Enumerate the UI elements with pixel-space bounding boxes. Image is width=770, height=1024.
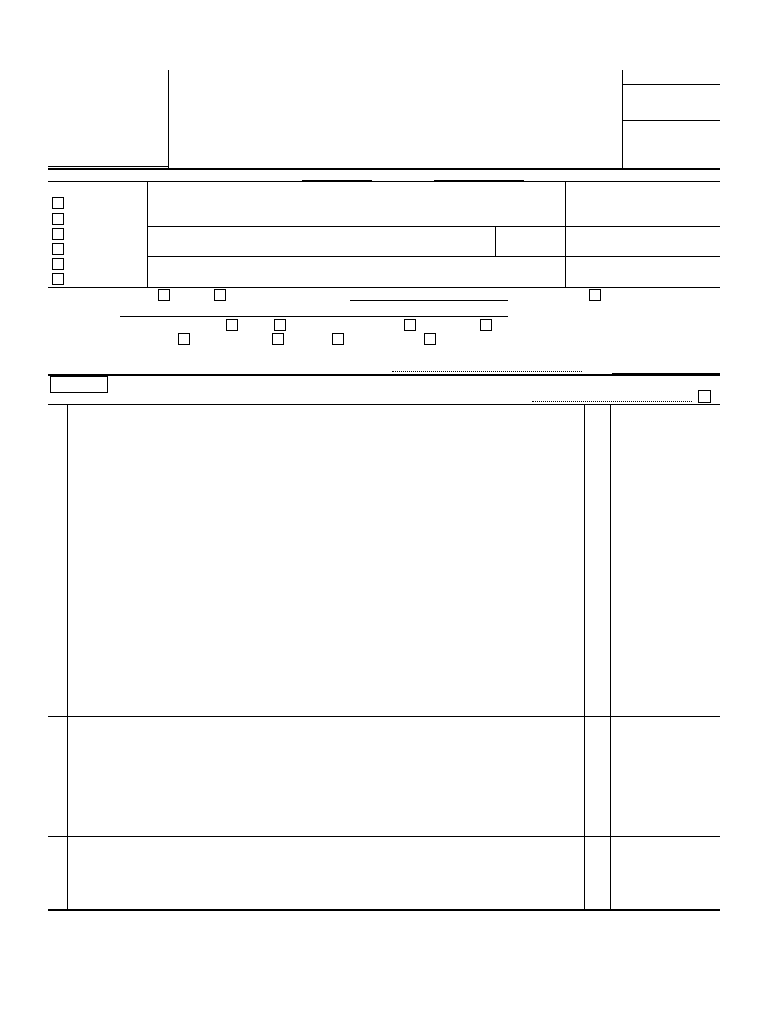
- checkbox-schedule-o[interactable]: [698, 390, 711, 403]
- checkbox-501c3[interactable]: [226, 319, 238, 331]
- checkbox-4947[interactable]: [404, 319, 416, 331]
- checkbox-527[interactable]: [480, 319, 492, 331]
- checkbox-cash[interactable]: [158, 289, 170, 301]
- checkbox-other[interactable]: [424, 333, 436, 345]
- checkbox-501c[interactable]: [274, 319, 286, 331]
- checkbox-corporation[interactable]: [178, 333, 190, 345]
- checkbox-name-change[interactable]: [52, 213, 64, 225]
- checkbox-accrual[interactable]: [214, 289, 226, 301]
- checkbox-application-pending[interactable]: [52, 273, 64, 285]
- part1-tag: [50, 376, 108, 393]
- checkbox-schedule-b[interactable]: [589, 289, 601, 301]
- checkbox-address-change[interactable]: [52, 197, 64, 209]
- checkbox-final-return[interactable]: [52, 243, 64, 255]
- checkbox-amended-return[interactable]: [52, 258, 64, 270]
- checkbox-trust[interactable]: [272, 333, 284, 345]
- checkbox-initial-return[interactable]: [52, 228, 64, 240]
- checkbox-association[interactable]: [332, 333, 344, 345]
